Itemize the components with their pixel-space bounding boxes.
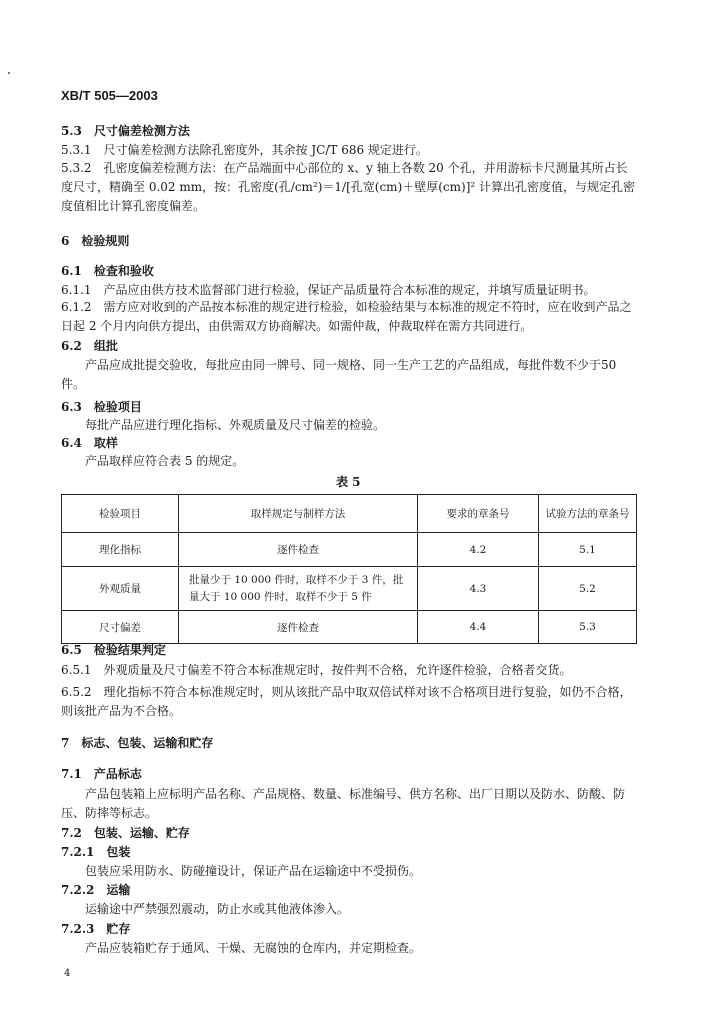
scan-speck xyxy=(8,72,10,74)
table-header-cell: 要求的章条号 xyxy=(418,495,539,533)
section-7-1-heading: 7.1 产品标志 xyxy=(61,767,142,781)
section-6-4-heading: 6.4 取样 xyxy=(61,436,118,450)
clause-6-5-2: 6.5.2 理化指标不符合本标准规定时，则从该批产品中取双倍试样对该不合格项目进行复验，如仍不合格，则该批产品为不合格。 xyxy=(61,685,632,718)
clause-7-2-3-text: 产品应装箱贮存于通风、干燥、无腐蚀的仓库内，并定期检查。 xyxy=(85,941,422,955)
table-cell: 逐件检查 xyxy=(179,533,418,567)
clause-7-2-1-heading: 7.2.1 包装 xyxy=(61,845,131,859)
clause-7-2-1-text: 包装应采用防水、防碰撞设计，保证产品在运输途中不受损伤。 xyxy=(85,864,422,878)
table-caption: 表 5 xyxy=(336,475,361,489)
table-cell: 4.2 xyxy=(418,533,539,567)
table-row xyxy=(62,611,637,644)
table-cell: 4.3 xyxy=(418,567,539,611)
section-6-1-heading: 6.1 检查和验收 xyxy=(61,264,154,278)
section-7-heading: 7 标志、包装、运输和贮存 xyxy=(61,736,214,750)
section-6-5-heading: 6.5 检验结果判定 xyxy=(61,643,166,657)
table-cell: 理化指标 xyxy=(62,533,179,567)
table-cell: 5.1 xyxy=(539,533,637,567)
clause-6-5-1: 6.5.1 外观质量及尺寸偏差不符合本标准规定时，按件判不合格，允许逐件检验，合格者交货。 xyxy=(61,663,572,677)
section-6-3-heading: 6.3 检验项目 xyxy=(61,400,142,414)
sampling-table xyxy=(61,494,637,644)
section-6-2-heading: 6.2 组批 xyxy=(61,339,118,353)
page-number: 4 xyxy=(64,968,71,979)
table-cell: 逐件检查 xyxy=(179,611,418,644)
table-cell: 4.4 xyxy=(418,611,539,644)
table-header-row xyxy=(62,495,637,533)
table-row xyxy=(62,567,637,611)
table-cell: 5.3 xyxy=(539,611,637,644)
section-6-2-text: 产品应成批提交验收，每批应由同一牌号、同一规格、同一生产工艺的产品组成，每批件数不少于50 件。 xyxy=(61,358,617,391)
clause-5-3-1: 5.3.1 尺寸偏差检测方法除孔密度外，其余按 JC/T 686 规定进行。 xyxy=(61,143,428,157)
section-7-1-text: 产品包装箱上应标明产品名称、产品规格、数量、标准编号、供方名称、出厂日期以及防水、防酸、防压、防摔等标志。 xyxy=(61,787,626,820)
table-cell: 批量少于 10 000 件时，取样不少于 3 件，批量大于 10 000 件时，取样不少于 5 件 xyxy=(179,567,418,611)
table-cell: 5.2 xyxy=(539,567,637,611)
clause-6-1-1: 6.1.1 产品应由供方技术监督部门进行检验，保证产品质量符合本标准的规定，并填写质量证明书。 xyxy=(61,283,596,297)
clause-6-1-2: 6.1.2 需方应对收到的产品按本标准的规定进行检验，如检验结果与本标准的规定不符时，应在收到产品之日起 2 个月内向供方提出，由供需双方协商解决。如需仲裁，仲裁取样在需方共同进行。 xyxy=(61,300,632,333)
table-header-cell: 检验项目 xyxy=(62,495,179,533)
section-5-3-heading: 5.3 尺寸偏差检测方法 xyxy=(61,124,190,138)
section-6-3-text: 每批产品应进行理化指标、外观质量及尺寸偏差的检验。 xyxy=(85,418,386,432)
standard-code-header: XB/T 505—2003 xyxy=(61,88,158,103)
section-7-2-heading: 7.2 包装、运输、贮存 xyxy=(61,826,190,840)
table-row xyxy=(62,533,637,567)
table-cell: 外观质量 xyxy=(62,567,179,611)
clause-7-2-3-heading: 7.2.3 贮存 xyxy=(61,922,131,936)
table-cell: 尺寸偏差 xyxy=(62,611,179,644)
clause-7-2-2-heading: 7.2.2 运输 xyxy=(61,883,131,897)
section-6-heading: 6 检验规则 xyxy=(61,234,130,248)
table-header-cell: 取样规定与制样方法 xyxy=(179,495,418,533)
section-6-4-text: 产品取样应符合表 5 的规定。 xyxy=(85,454,245,468)
table-header-cell: 试验方法的章条号 xyxy=(539,495,637,533)
clause-5-3-2: 5.3.2 孔密度偏差检测方法：在产品端面中心部位的 x、y 轴上各数 20 个孔，并用游标卡尺测量其所占长度尺寸，精确至 0.02 mm，按：孔密度(孔/cm²)＝1/[孔宽(cm)＋壁厚(cm)]² 计算出孔密度值，与规定孔密度值相比计算孔密度偏差。 xyxy=(61,161,636,213)
clause-7-2-2-text: 运输途中严禁强烈震动，防止水或其他液体渗入。 xyxy=(85,902,350,916)
